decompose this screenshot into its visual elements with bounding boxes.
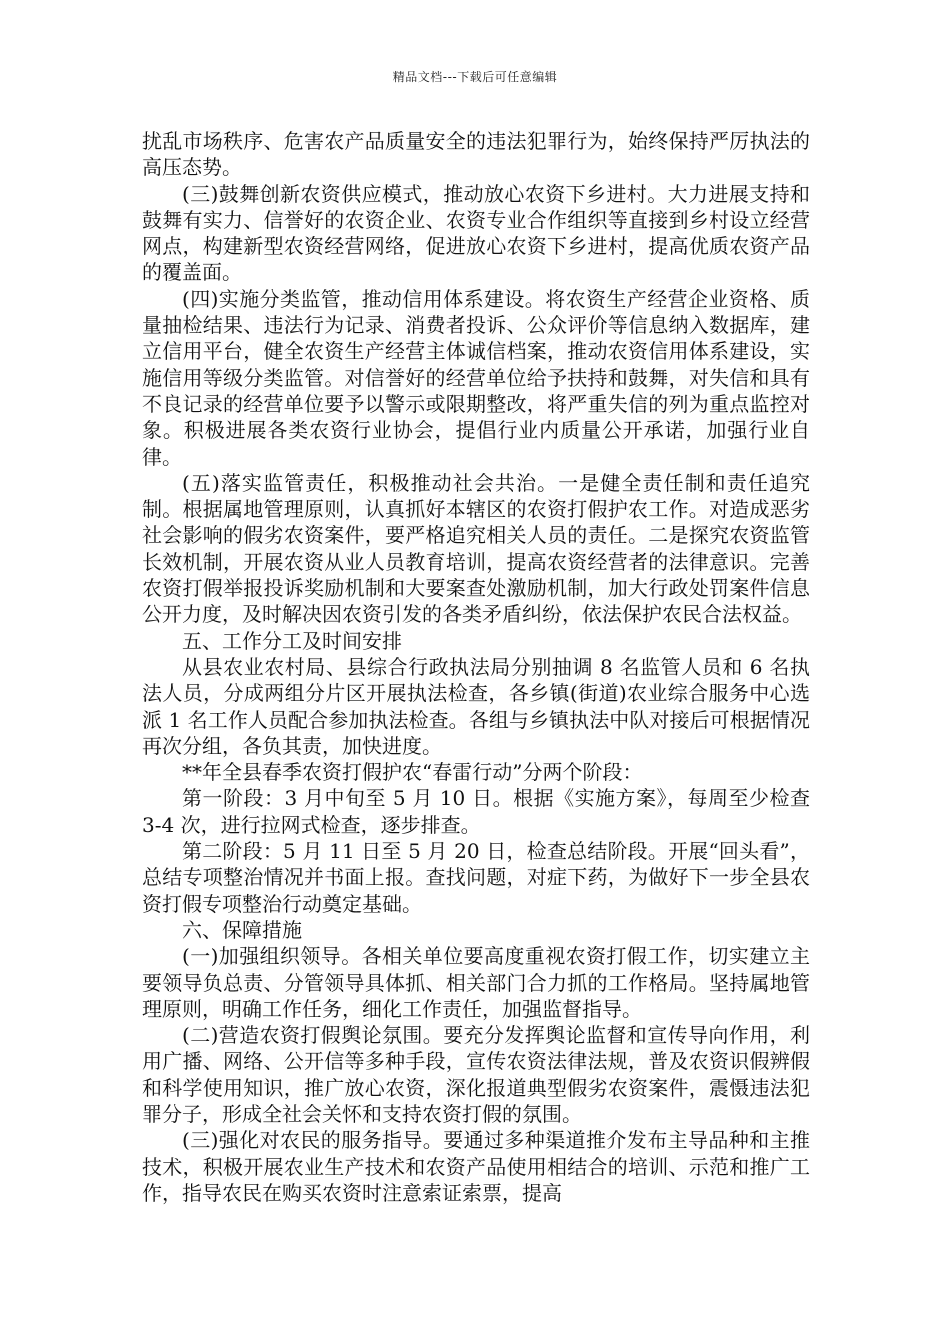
paragraph: 第二阶段：5 月 11 日至 5 月 20 日，检查总结阶段。开展“回头看”，总结专项整治情况并书面上报。查找问题，对症下药，为做好下一步全县农资打假专项整治行动奠定基础。 <box>142 839 810 916</box>
paragraph: 从县农业农村局、县综合行政执法局分别抽调 8 名监管人员和 6 名执法人员，分成两组分片区开展执法检查，各乡镇(街道)农业综合服务中心选派 1 名工作人员配合参加执法检查。各组与乡镇执法中队对接后可根据情况再次分组，各负其责，加快进度。 <box>142 654 810 758</box>
paragraph: (四)实施分类监管，推动信用体系建设。将农资生产经营企业资格、质量抽检结果、违法行为记录、消费者投诉、公众评价等信息纳入数据库，建立信用平台，健全农资生产经营主体诚信档案，推动农资信用体系建设，实施信用等级分类监管。对信誉好的经营单位给予扶持和鼓舞，对失信和具有不良记录的经营单位要予以警示或限期整改，将严重失信的列为重点监控对象。积极进展各类农资行业协会，提倡行业内质量公开承诺，加强行业自律。 <box>142 286 810 469</box>
paragraph: 扰乱市场秩序、危害农产品质量安全的违法犯罪行为，始终保持严厉执法的高压态势。 <box>142 129 810 180</box>
document-body <box>142 128 810 1206</box>
paragraph: (五)落实监管责任，积极推动社会共治。一是健全责任制和责任追究制。根据属地管理原则，认真抓好本辖区的农资打假护农工作。对造成恶劣社会影响的假劣农资案件，要严格追究相关人员的责任。二是探究农资监管长效机制，开展农资从业人员教育培训，提高农资经营者的法律意识。完善农资打假举报投诉奖励机制和大要案查处激励机制，加大行政处罚案件信息公开力度，及时解决因农资引发的各类矛盾纠纷，依法保护农民合法权益。 <box>142 470 810 627</box>
paragraph: (三)鼓舞创新农资供应模式，推动放心农资下乡进村。大力进展支持和鼓舞有实力、信誉好的农资企业、农资专业合作组织等直接到乡村设立经营网点，构建新型农资经营网络，促进放心农资下乡进村，提高优质农资产品的覆盖面。 <box>142 181 810 285</box>
paragraph: (二)营造农资打假舆论氛围。要充分发挥舆论监督和宣传导向作用，利用广播、网络、公开信等多种手段，宣传农资法律法规，普及农资识假辨假和科学使用知识，推广放心农资，深化报道典型假劣农资案件，震慑违法犯罪分子，形成全社会关怀和支持农资打假的氛围。 <box>142 1023 810 1126</box>
paragraph: (三)强化对农民的服务指导。要通过多种渠道推介发布主导品种和主推技术，积极开展农业生产技术和农资产品使用相结合的培训、示范和推广工作，指导农民在购买农资时注意索证索票，提高 <box>142 1128 810 1205</box>
paragraph: (一)加强组织领导。各相关单位要高度重视农资打假工作，切实建立主要领导负总责、分管领导具体抓、相关部门合力抓的工作格局。坚持属地管理原则，明确工作任务，细化工作责任，加强监督指导。 <box>142 944 810 1021</box>
paragraph: **年全县春季农资打假护农“春雷行动”分两个阶段： <box>182 760 643 785</box>
page-header: 精品文档---下载后可任意编辑 <box>392 70 558 84</box>
paragraph: 第一阶段：3 月中旬至 5 月 10 日。根据《实施方案》，每周至少检查 3-4 次，进行拉网式检查，逐步排查。 <box>142 786 810 837</box>
paragraph: 五、工作分工及时间安排 <box>182 628 402 653</box>
paragraph: 六、保障措施 <box>182 917 302 942</box>
